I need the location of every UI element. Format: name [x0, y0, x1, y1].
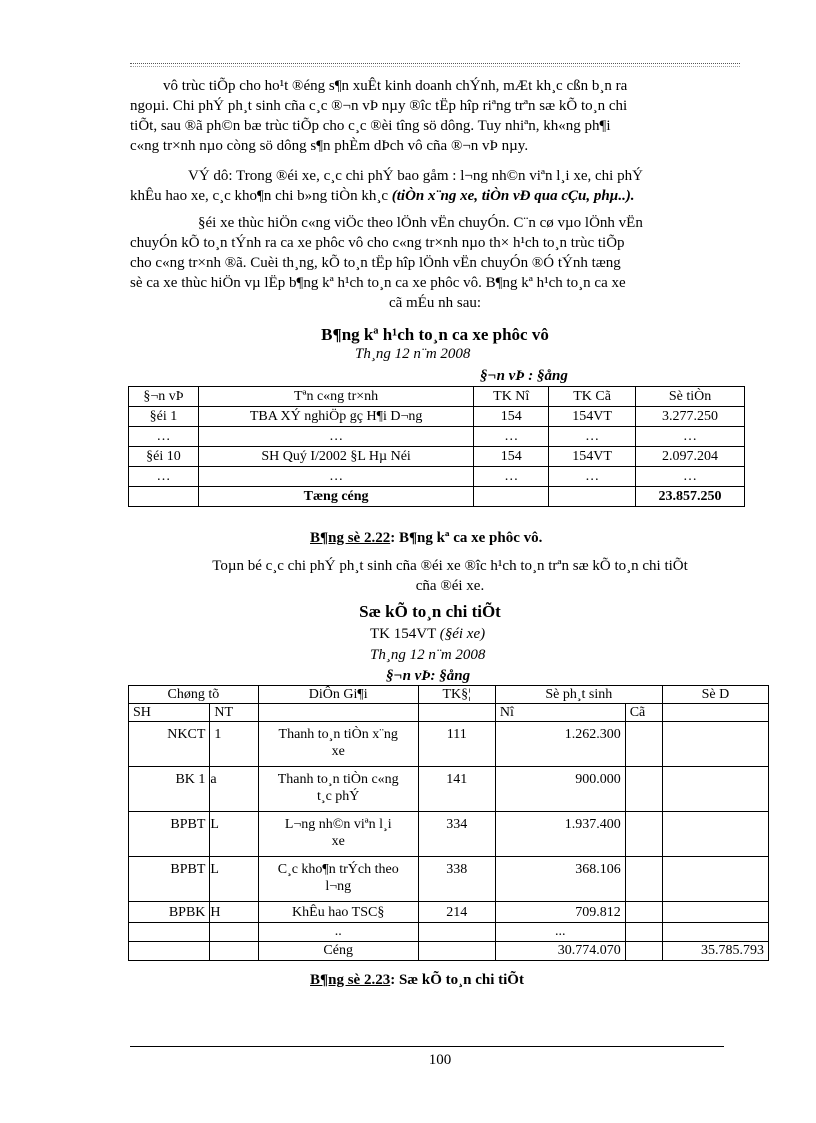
- table-1-caption: [310, 528, 710, 548]
- cell-balance: [662, 857, 768, 902]
- caption-2-number: B¶ng sè 2.23: [310, 972, 391, 988]
- cell-debit: 368.106: [495, 857, 625, 902]
- cell-debit: …: [474, 427, 549, 447]
- cell-contra-account: 111: [418, 722, 495, 767]
- cell-empty: [418, 704, 495, 722]
- cell-sh: BK 1: [129, 767, 210, 812]
- total-balance: 35.785.793: [662, 942, 768, 961]
- table-2-account-note: (§éi xe): [439, 626, 486, 642]
- cell-description: [258, 767, 418, 812]
- table-total-row: [129, 487, 745, 507]
- cell-debit: 709.812: [495, 902, 625, 923]
- ledger-row: [129, 857, 769, 902]
- table-2-subtitle-1: [370, 624, 670, 644]
- paragraph-3-line-1: §éi xe thùc hiÖn c«ng viÖc theo lÖnh vËn chuyÓn. C¨n cø vµo lÖnh vËn: [198, 215, 643, 231]
- header-debit: TK Nî: [474, 387, 549, 407]
- ledger-row: [129, 812, 769, 857]
- table-row: [129, 467, 745, 487]
- cell-credit: [625, 857, 662, 902]
- cell-unit: §éi 1: [129, 407, 199, 427]
- total-amount: 23.857.250: [636, 487, 745, 507]
- header-description: DiÔn Gi¶i: [258, 686, 418, 704]
- table-2-subtitle-2: Th¸ng 12 n¨m 2008: [370, 647, 486, 663]
- cell-amount: …: [636, 427, 745, 447]
- cell-unit: …: [129, 467, 199, 487]
- cell-amount: …: [636, 467, 745, 487]
- cell-debit: ...: [495, 923, 625, 942]
- cell-contra-account: [418, 942, 495, 961]
- cell-contra-account: 338: [418, 857, 495, 902]
- ledger-row: [129, 722, 769, 767]
- cell-credit: …: [549, 467, 636, 487]
- table-2-title: Sæ kÕ to¸n chi tiÕt: [359, 602, 501, 621]
- paragraph-2-italic-note: (tiÒn x¨ng xe, tiÒn vÐ qua cÇu, phµ..).: [391, 188, 635, 204]
- cell-balance: [662, 902, 768, 923]
- paragraph-1-line-4: c«ng tr×nh nµo còng sö dông s¶n phÈm dÞch vô cña ®¬n vÞ nµy.: [130, 138, 529, 154]
- paragraph-1-line-3: tiÕt, sau ®ã ph©n bæ trùc tiÕp cho c¸c ®èi tîng sö dông. Tuy nhiªn, kh«ng ph¶i: [130, 118, 611, 134]
- ledger-total-row: [129, 942, 769, 961]
- cell-credit: [625, 722, 662, 767]
- cell-credit: …: [549, 427, 636, 447]
- header-contra-account: TK§¦: [418, 686, 495, 704]
- ledger-header-row-2: [129, 704, 769, 722]
- cell-empty: [474, 487, 549, 507]
- cell-unit: §éi 10: [129, 447, 199, 467]
- cell-nt: [210, 942, 258, 961]
- cell-credit: 154VT: [549, 447, 636, 467]
- paragraph-2-line-1: VÝ dô: Trong ®éi xe, c¸c chi phÝ bao gåm : l¬ng nh©n viªn l¸i xe, chi phÝ: [188, 168, 643, 184]
- paragraph-2-line-2: khÊu hao xe, c¸c kho¶n chi b»ng tiÒn kh¸c: [130, 188, 392, 204]
- header-debit: Nî: [495, 704, 625, 722]
- header-credit: TK Cã: [549, 387, 636, 407]
- paragraph-4-line-1: Toµn bé c¸c chi phÝ ph¸t sinh cña ®éi xe ®îc h¹ch to¸n trªn sæ kÕ to¸n chi tiÕt: [212, 558, 688, 574]
- caption-2-text: : Sæ kÕ to¸n chi tiÕt: [390, 972, 524, 988]
- cell-contra-account: 141: [418, 767, 495, 812]
- header-credit: Cã: [625, 704, 662, 722]
- cell-debit: 154: [474, 447, 549, 467]
- description-line-2: xe: [331, 744, 345, 759]
- cell-credit: [625, 767, 662, 812]
- table-row: [129, 407, 745, 427]
- cell-project: SH Quý I/2002 §L Hµ Néi: [198, 447, 473, 467]
- total-label: Tæng céng: [198, 487, 473, 507]
- cell-unit: …: [129, 427, 199, 447]
- description-line-2: xe: [331, 834, 345, 849]
- paragraph-4: [130, 556, 770, 596]
- paragraph-1: [130, 76, 740, 156]
- cell-balance: [662, 722, 768, 767]
- cell-project: TBA XÝ nghiÖp gç H¶i D¬ng: [198, 407, 473, 427]
- paragraph-1-line-2: ngoµi. Chi phÝ ph¸t sinh cña c¸c ®¬n vÞ nµy ®îc tËp hîp riªng trªn sæ kÕ to¸n chi: [130, 98, 628, 114]
- cell-empty: [129, 487, 199, 507]
- caption-1-text: : B¶ng kª ca xe phôc vô.: [390, 530, 543, 546]
- paragraph-2: [130, 166, 740, 206]
- cell-credit: [625, 923, 662, 942]
- cell-nt: L: [210, 812, 258, 857]
- description-line-2: t¸c phÝ: [317, 789, 360, 804]
- paragraph-1-line-1: vô trùc tiÕp cho ho¹t ®éng s¶n xuÊt kinh doanh chÝnh, mÆt kh¸c cßn b¸n ra: [163, 78, 628, 94]
- cell-nt: 1: [210, 722, 258, 767]
- cell-description: KhÊu hao TSC§: [258, 902, 418, 923]
- cell-description: [258, 722, 418, 767]
- ledger-row: [129, 923, 769, 942]
- table-row: [129, 447, 745, 467]
- paragraph-3-line-4: sè ca xe thùc hiÖn vµ lËp b¶ng kª h¹ch to¸n ca xe phôc vô. B¶ng kª h¹ch to¸n ca xe: [130, 275, 626, 291]
- cell-description: ..: [258, 923, 418, 942]
- table-2-unit: §¬n vÞ: §ång: [386, 668, 471, 684]
- description-line-1: Thanh to¸n tiÒn x¨ng: [278, 727, 398, 742]
- ledger-row: [129, 767, 769, 812]
- cell-contra-account: 334: [418, 812, 495, 857]
- header-unit: §¬n vÞ: [129, 387, 199, 407]
- car-shift-table: [128, 386, 745, 507]
- cell-nt: L: [210, 857, 258, 902]
- cell-contra-account: 214: [418, 902, 495, 923]
- table-2-account: TK 154VT: [370, 626, 440, 642]
- header-sh: SH: [129, 704, 210, 722]
- cell-empty: [549, 487, 636, 507]
- description-line-1: Thanh to¸n tiÒn c«ng: [277, 772, 399, 787]
- table-1-subtitle: Th¸ng 12 n¨m 2008: [355, 346, 471, 362]
- cell-contra-account: [418, 923, 495, 942]
- header-voucher: Chøng tõ: [129, 686, 259, 704]
- cell-balance: [662, 767, 768, 812]
- cell-description: [258, 812, 418, 857]
- paragraph-3-line-3: cho c«ng tr×nh ®ã. Cuèi th¸ng, kÕ to¸n tËp hîp lÖnh vËn chuyÓn ®Ó tÝnh tæng: [130, 255, 621, 271]
- table-row: [129, 427, 745, 447]
- cell-nt: H: [210, 902, 258, 923]
- caption-1-number: B¶ng sè 2.22: [310, 530, 391, 546]
- table-2-caption: [310, 970, 710, 990]
- paragraph-3: [130, 213, 740, 313]
- cell-sh: BPBT: [129, 812, 210, 857]
- cell-description: [258, 857, 418, 902]
- header-nt: NT: [210, 704, 258, 722]
- header-balance: Sè D: [662, 686, 768, 704]
- cell-debit: 900.000: [495, 767, 625, 812]
- description-line-1: C¸c kho¶n trÝch theo: [277, 862, 399, 877]
- cell-credit: [625, 812, 662, 857]
- cell-sh: BPBT: [129, 857, 210, 902]
- cell-debit: 1.937.400: [495, 812, 625, 857]
- footer-rule: [130, 1046, 724, 1047]
- cell-debit: …: [474, 467, 549, 487]
- ledger-header-row-1: [129, 686, 769, 704]
- table-header-row: [129, 387, 745, 407]
- cell-sh: BPBK: [129, 902, 210, 923]
- cell-credit: [625, 902, 662, 923]
- cell-balance: [662, 923, 768, 942]
- cell-nt: a: [210, 767, 258, 812]
- header-project: Tªn c«ng tr×nh: [198, 387, 473, 407]
- cell-debit: 1.262.300: [495, 722, 625, 767]
- cell-project: …: [198, 427, 473, 447]
- total-debit: 30.774.070: [495, 942, 625, 961]
- table-1-title: B¶ng kª h¹ch to¸n ca xe phôc vô: [321, 325, 549, 344]
- paragraph-3-line-2: chuyÓn kÕ to¸n tÝnh ra ca xe phôc vô cho c«ng tr×nh nµo th× h¹ch to¸n trùc tiÕp: [130, 235, 625, 251]
- description-line-1: L¬ng nh©n viªn l¸i: [284, 817, 392, 832]
- cell-amount: 2.097.204: [636, 447, 745, 467]
- cell-credit: [625, 942, 662, 961]
- header-arising: Sè ph¸t sinh: [495, 686, 662, 704]
- cell-empty: [258, 704, 418, 722]
- cell-project: …: [198, 467, 473, 487]
- paragraph-3-line-5: cã mÉu nh sau:: [388, 295, 482, 311]
- table-1-unit: §¬n vÞ : §ång: [480, 368, 568, 384]
- header-rule-secondary: [130, 66, 740, 67]
- cell-amount: 3.277.250: [636, 407, 745, 427]
- ledger-row: [129, 902, 769, 923]
- cell-sh: [129, 923, 210, 942]
- description-line-2: l¬ng: [325, 879, 352, 894]
- page-number: 100: [428, 1052, 452, 1068]
- cell-credit: 154VT: [549, 407, 636, 427]
- cell-balance: [662, 812, 768, 857]
- header-amount: Sè tiÒn: [636, 387, 745, 407]
- detail-ledger-table: [128, 685, 769, 961]
- header-rule: [130, 63, 740, 64]
- total-label: Céng: [258, 942, 418, 961]
- cell-sh: NKCT: [129, 722, 210, 767]
- cell-debit: 154: [474, 407, 549, 427]
- paragraph-4-line-2: cña ®éi xe.: [415, 578, 485, 594]
- cell-sh: [129, 942, 210, 961]
- cell-nt: [210, 923, 258, 942]
- cell-empty: [662, 704, 768, 722]
